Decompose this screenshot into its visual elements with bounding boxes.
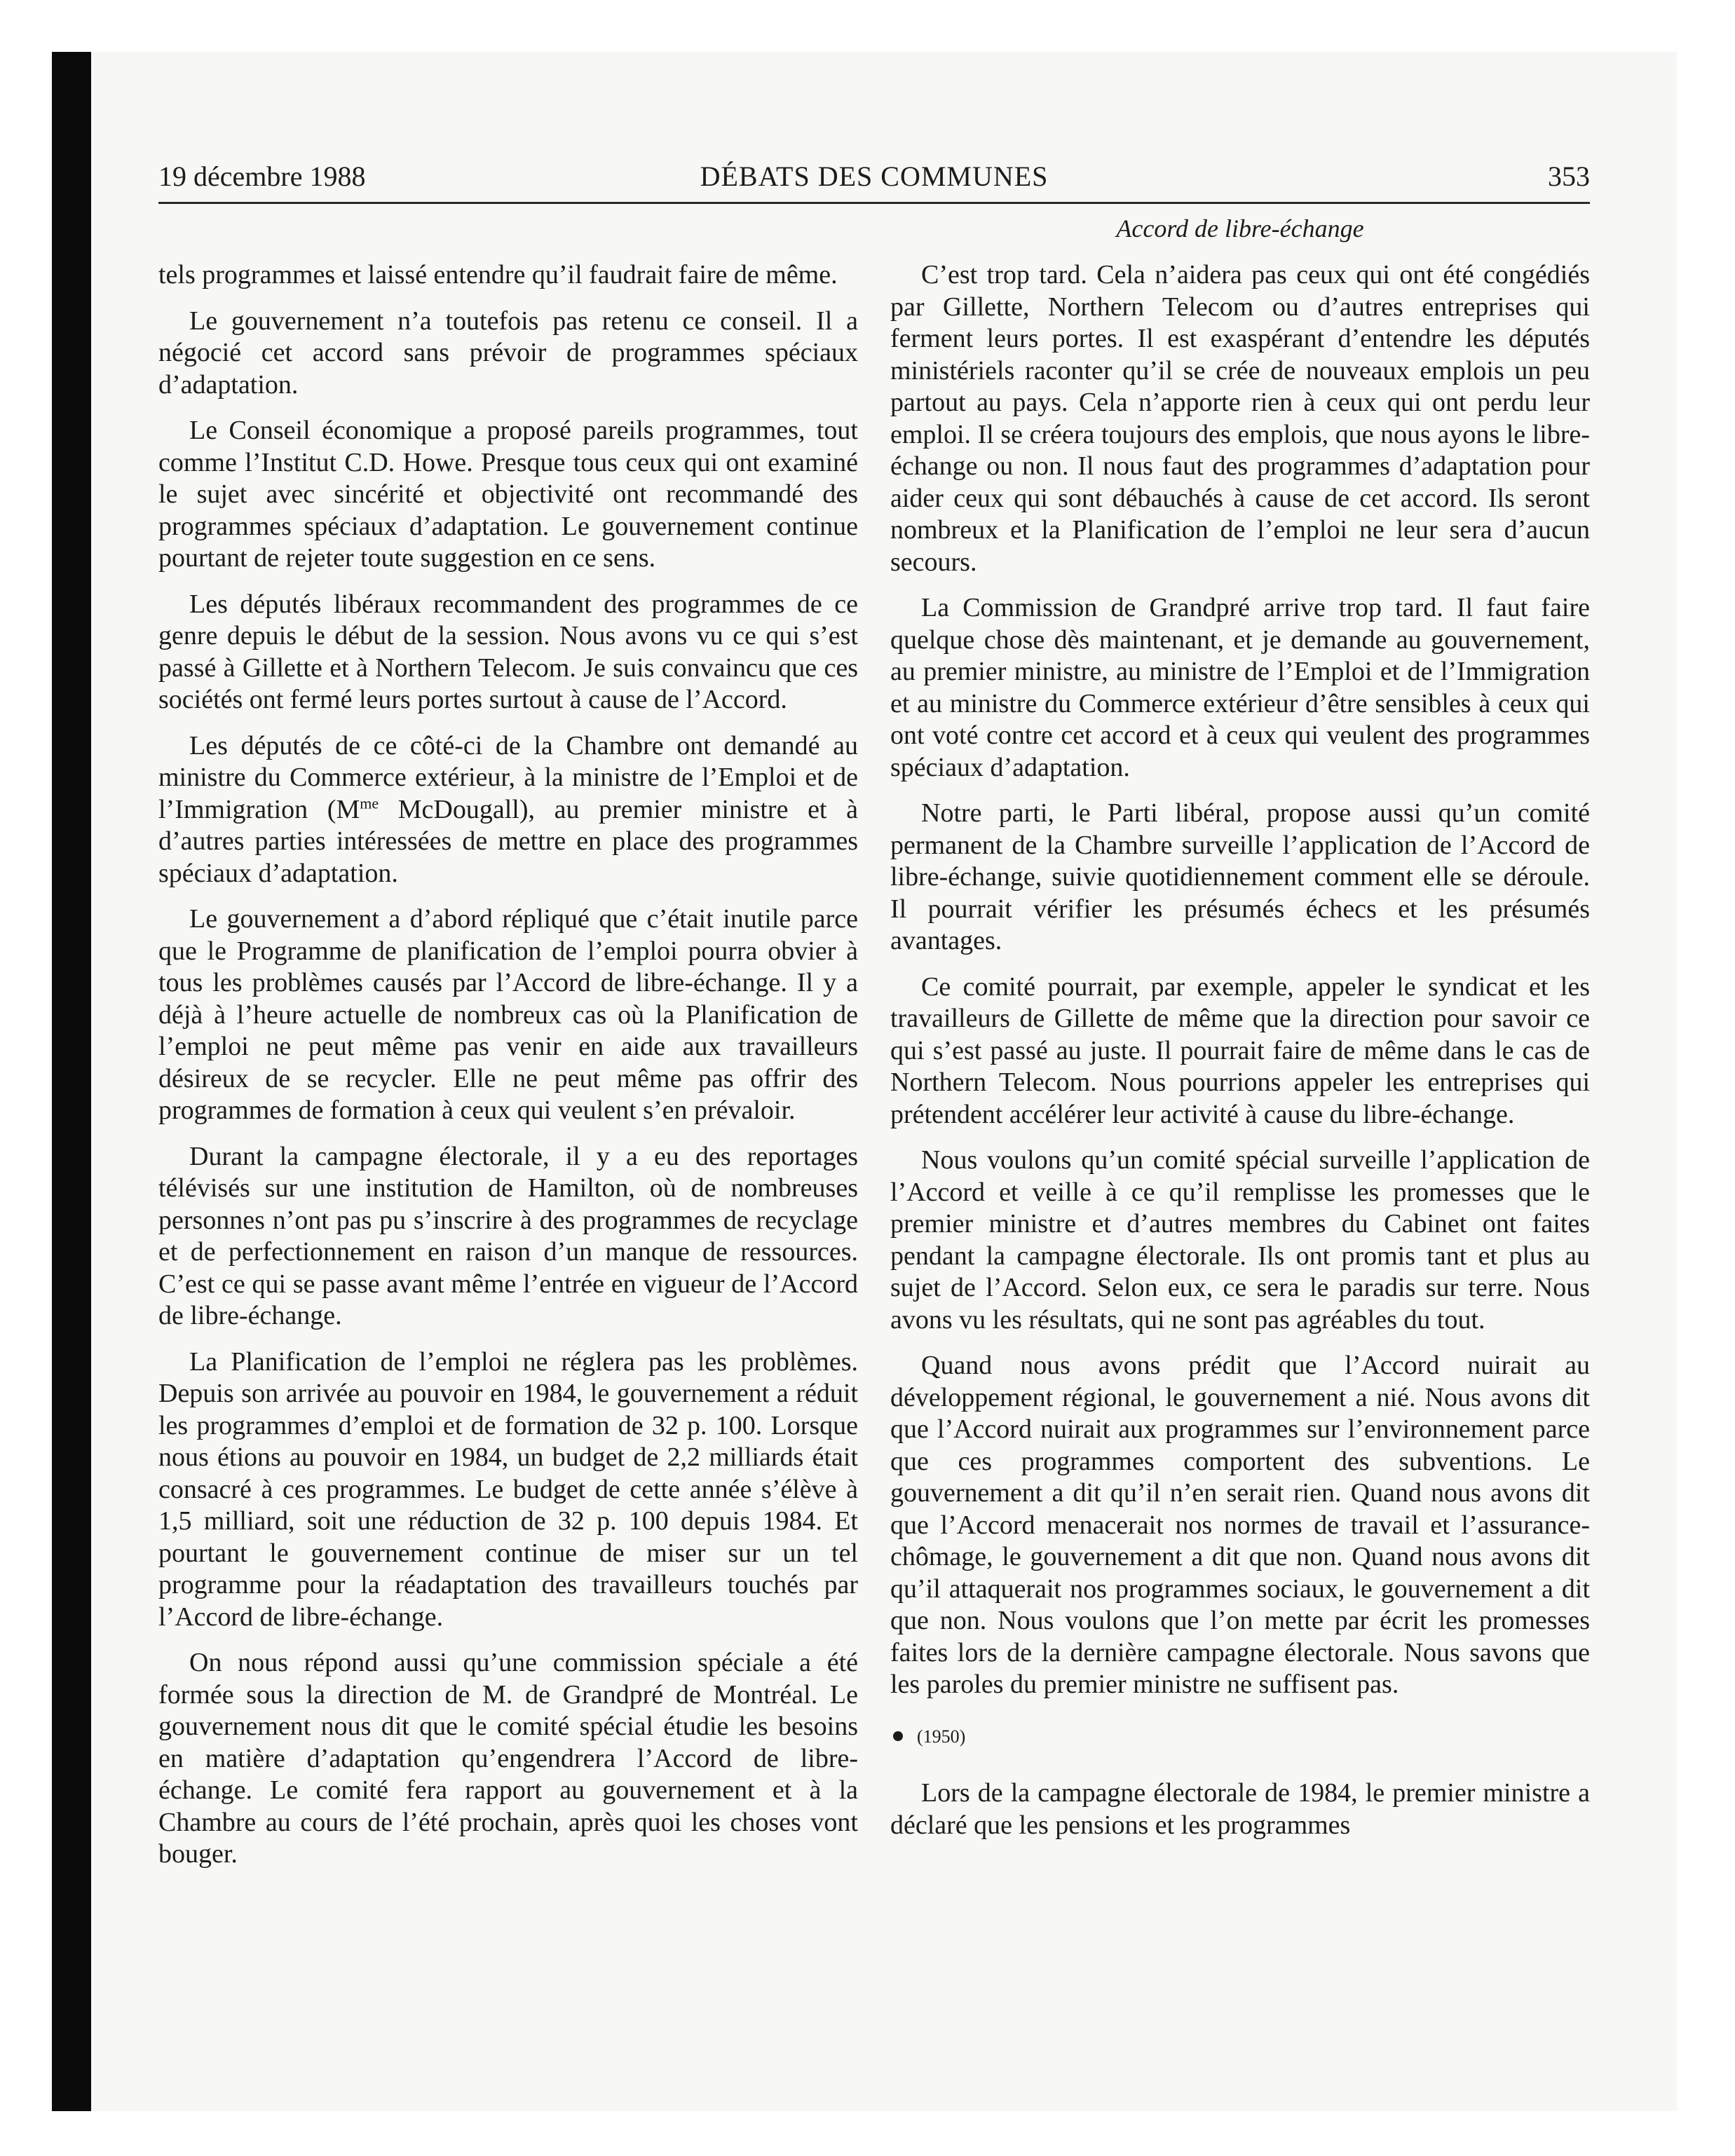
- left-column: [158, 259, 858, 1885]
- paragraph-text: McDougall), au premier ministre et à d’autres parties intéressées de mettre en place des programmes spéciaux d’adaptation.: [158, 794, 858, 888]
- paragraph: On nous répond aussi qu’une commission spéciale a été formée sous la direction de M. de Grandpré de Montréal. Le gouvernement nous dit que le comité spécial étudie les besoins en matière d’adaptation qu’engendrera l’Accord de libre-échange. Le comité fera rapport au gouvernement et à la Chambre au cours de l’été prochain, après quoi les choses vont bouger.: [158, 1648, 858, 1869]
- paragraph: Les députés libéraux recommandent des programmes de ce genre depuis le début de la session. Nous avons vu ce qui s’est passé à Gillette et à Northern Telecom. Je suis convaincu que ces sociétés ont fermé leurs portes surtout à cause de l’Accord.: [158, 589, 858, 714]
- time-marker: [890, 1721, 1590, 1753]
- paragraph: Le gouvernement n’a toutefois pas retenu ce conseil. Il a négocié cet accord sans prévoir de programmes spéciaux d’adaptation.: [158, 306, 858, 400]
- paragraph: C’est trop tard. Cela n’aidera pas ceux qui ont été congédiés par Gillette, Northern Telecom ou d’autres entreprises qui ferment leurs portes. Il est exaspérant d’entendre les députés ministériels raconter qu’il se crée de nouveaux emplois un peu partout au pays. Cela n’apporte rien à ceux qui ont perdu leur emploi. Il se créera toujours des emplois, que nous ayons le libre-échange ou non. Il nous faut des programmes d’adaptation pour aider ceux qui sont débauchés à cause de cet accord. Ils seront nombreux et la Planification de l’emploi ne leur sera d’aucun secours.: [890, 260, 1590, 577]
- page-number: 353: [1548, 161, 1590, 192]
- superscript: me: [360, 793, 379, 812]
- paragraph: Quand nous avons prédit que l’Accord nuirait au développement régional, le gouvernement a nié. Nous avons dit que l’Accord nuirait aux programmes sur l’environnement parce que ces programmes comportent des subventions. Le gouvernement a dit qu’il n’en serait rien. Quand nous avons dit que l’Accord menacerait nos normes de travail et l’assurance-chômage, le gouvernement a dit que non. Quand nous avons dit qu’il attaquerait nos programmes sociaux, le gouvernement a dit que non. Nous voulons que l’on mette par écrit les promesses faites lors de la dernière campagne électorale. Nous savons que les paroles du premier ministre ne suffisent pas.: [890, 1351, 1590, 1699]
- header-date: 19 décembre 1988: [158, 161, 366, 192]
- paragraph: La Planification de l’emploi ne réglera pas les problèmes. Depuis son arrivée au pouvoir en 1984, le gouvernement a réduit les programmes d’emploi et de formation de 32 p. 100. Lorsque nous étions au pouvoir en 1984, un budget de 2,2 milliards était consacré à ces programmes. Le budget de cette année s’élève à 1,5 milliard, soit une réduction de 32 p. 100 depuis 1984. Et pourtant le gouvernement continue de miser sur un tel programme pour la réadaptation des travailleurs touchés par l’Accord de libre-échange.: [158, 1346, 858, 1632]
- right-column: [890, 259, 1590, 1855]
- paragraph: Ce comité pourrait, par exemple, appeler le syndicat et les travailleurs de Gillette de même que la direction pour savoir ce qui s’est passé au juste. Il pourrait faire de même dans le cas de Northern Telecom. Nous pourrions appeler les entreprises qui prétendent accélérer leur activité à cause du libre-échange.: [890, 971, 1590, 1129]
- paragraph: [158, 730, 858, 890]
- paragraph: Le Conseil économique a proposé pareils programmes, tout comme l’Institut C.D. Howe. Presque tous ceux qui ont examiné le sujet avec sincérité et objectivité ont recommandé des programmes spéciaux d’adaptation. Le gouvernement continue pourtant de rejeter toute suggestion en ce sens.: [158, 416, 858, 573]
- scan-edge: [52, 52, 91, 2111]
- paragraph: Lors de la campagne électorale de 1984, le premier ministre a déclaré que les pensions et les programmes: [890, 1778, 1590, 1840]
- paragraph: Notre parti, le Parti libéral, propose aussi qu’un comité permanent de la Chambre surveille l’application de l’Accord de libre-échange, suivie quotidiennement comment elle se déroule. Il pourrait vérifier les présumés échecs et les présumés avantages.: [890, 798, 1590, 955]
- page-header: [158, 160, 1590, 204]
- paragraph: Durant la campagne électorale, il y a eu des reportages télévisés sur une institution de Hamilton, où de nombreuses personnes n’ont pas pu s’inscrire à des programmes de recyclage et de perfectionnement en raison d’un manque de ressources. C’est ce qui se passe avant même l’entrée en vigueur de l’Accord de libre-échange.: [158, 1141, 858, 1330]
- section-subheading: Accord de libre-échange: [1116, 214, 1364, 243]
- header-title: DÉBATS DES COMMUNES: [700, 161, 1049, 192]
- paragraph: Nous voulons qu’un comité spécial surveille l’application de l’Accord et veille à ce qu’il remplisse les promesses que le premier ministre et d’autres membres du Cabinet ont faites pendant la campagne électorale. Ils ont promis tant et plus au sujet de l’Accord. Selon eux, ce sera le paradis sur terre. Nous avons vu les résultats, qui ne sont pas agréables du tout.: [890, 1145, 1590, 1335]
- paragraph: Le gouvernement a d’abord répliqué que c’était inutile parce que le Programme de planification de l’emploi pourra obvier à tous les problèmes causés par l’Accord de libre-échange. Il y a déjà à l’heure actuelle de nombreux cas où la Planification de l’emploi ne peut même pas venir en aide aux travailleurs désireux de se recycler. Elle ne peut même pas offrir des programmes de formation à ceux qui veulent s’en prévaloir.: [158, 904, 858, 1125]
- bullet-icon: [893, 1731, 903, 1741]
- paragraph-text: Les députés de ce côté-ci de la Chambre ont demandé au ministre du Commerce extérieur, à la ministre de l’Emploi et de l’Immigration (M: [158, 730, 858, 824]
- time-marker-label: (1950): [917, 1726, 966, 1747]
- paragraph: tels programmes et laissé entendre qu’il faudrait faire de même.: [158, 260, 838, 289]
- paragraph: La Commission de Grandpré arrive trop tard. Il faut faire quelque chose dès maintenant, et je demande au gouvernement, au premier ministre, au ministre de l’Emploi et de l’Immigration et au ministre du Commerce extérieur d’être sensibles à ceux qui ont voté contre cet accord et à ceux qui veulent des programmes spéciaux d’adaptation.: [890, 593, 1590, 782]
